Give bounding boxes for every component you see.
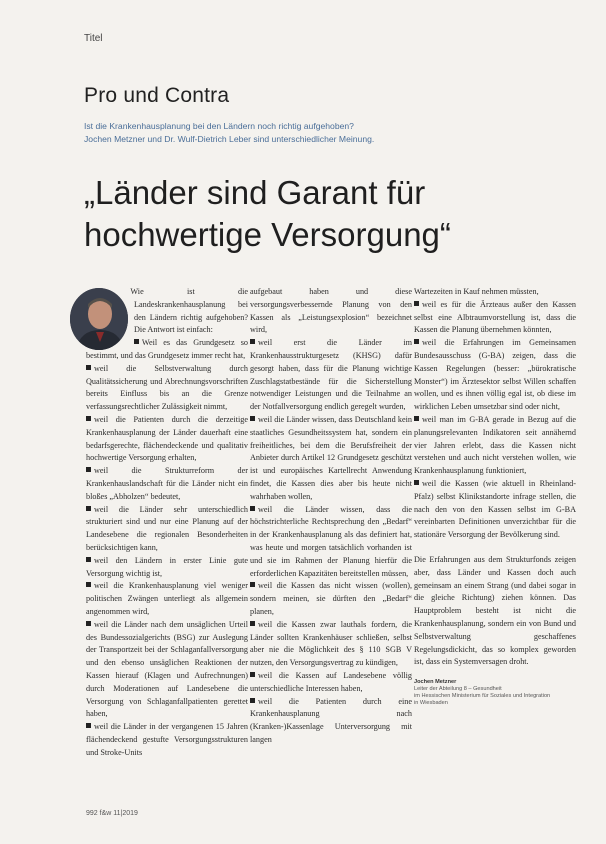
author-name: Jochen Metzner <box>414 679 457 686</box>
bullet-item <box>414 478 576 542</box>
bullet-item <box>86 580 248 618</box>
bullet-item <box>86 363 248 414</box>
bullet-list <box>86 337 248 759</box>
bullet-item <box>414 337 576 414</box>
text-column-3 <box>414 286 576 707</box>
bullet-square-icon <box>86 365 91 370</box>
lead-line: Ist die Krankenhausplanung bei den Ländern noch richtig aufgehoben? <box>84 121 354 131</box>
bullet-text: Weil es das Grundgesetz so bestimmt, und das Grundgesetz immer recht hat, <box>86 338 248 360</box>
bullet-item <box>86 414 248 465</box>
bullet-square-icon <box>414 301 419 306</box>
headline <box>84 172 584 256</box>
bullet-text: weil die Kassen auf Landesebene völlig unterschiedliche Interessen haben, <box>250 670 412 693</box>
author-role: in Wiesbaden <box>414 700 448 707</box>
bullet-square-icon <box>250 582 255 587</box>
bullet-text: weil die Länder wissen, dass die höchstrichterliche Rechtsprechung den „Bedarf“ in der Krankenhausplanung als das definiert hat, was heute und morgen tatsächlich vorhanden ist und sie im Rahmen der Planung hierfür die erforderlichen Kapazitäten bereitstellen müssen, <box>250 504 412 578</box>
bullet-text: weil die Kassen zwar lauthals fordern, die Länder sollten Krankenhäuser schließen, selbst aber nie die Möglichkeit des § 110 SGB V nutzen, den Versorgungsvertrag zu kündigen, <box>250 619 412 668</box>
bullet-item <box>86 555 248 581</box>
bullet-square-icon <box>86 416 91 421</box>
bullet-list <box>414 299 576 542</box>
lead-text <box>84 120 524 146</box>
bullet-text: weil die Länder sehr unterschiedlich strukturiert sind und nur eine Planung auf der Landesebene die regionalen Besonderheiten berücksichtigen kann, <box>86 504 248 552</box>
bullet-square-icon <box>414 480 419 485</box>
text-column-1 <box>86 286 248 759</box>
bullet-square-icon <box>250 621 255 626</box>
rubric-title: Pro und Contra <box>84 84 230 107</box>
bullet-square-icon <box>250 416 255 421</box>
bullet-text: weil die Patienten durch die derzeitige Krankenhausplanung der Länder dauerhaft eine bedarfsgerechte, flächendeckende und qualitativ hochwertige Versorgung erhalten, <box>86 414 248 463</box>
bullet-item <box>86 504 248 555</box>
headline-line: „Länder sind Garant für <box>84 174 426 211</box>
bullet-text: weil man im G-BA gerade in Bezug auf die planungsrelevanten Indikatoren seit annähernd vier Jahren erlebt, dass die Kassen nicht verstehen und auch nicht verstehen wollen, wie Krankenhausplanung funktioniert, <box>414 414 576 476</box>
bullet-list <box>250 337 412 747</box>
headline-line: hochwertige Versorgung“ <box>84 216 451 253</box>
bullet-square-icon <box>414 339 419 344</box>
paragraph: Wartezeiten in Kauf nehmen müssten, <box>414 287 539 296</box>
bullet-item <box>250 670 412 696</box>
bullet-square-icon <box>86 582 91 587</box>
bullet-square-icon <box>86 467 91 472</box>
bullet-text: weil die Selbstverwaltung durch Qualitätssicherung und Abrechnungsvorschriften bereits Einfluss bis an die Grenze verfassungsrechtlicher Zulässigkeit nimmt, <box>86 363 248 412</box>
bullet-item <box>86 619 248 721</box>
bullet-item <box>250 619 412 670</box>
bullet-square-icon <box>250 506 255 511</box>
bullet-text: weil die Länder in der vergangenen 15 Jahren flächendeckend gestufte Versorgungsstrukturen und Stroke-Units <box>86 722 248 757</box>
bullet-item <box>86 465 248 503</box>
bullet-text: weil es für die Ärzteaus außer den Kassen selbst eine Albtraumvorstellung ist, dass die Kassen die Planung übernehmen könnten, <box>414 299 576 335</box>
bullet-item <box>414 299 576 337</box>
section-label: Titel <box>84 33 103 44</box>
portrait-image <box>70 288 128 350</box>
bullet-text: weil den Ländern in erster Linie gute Versorgung wichtig ist, <box>86 555 248 578</box>
text-column-2 <box>250 286 412 747</box>
bullet-item <box>250 696 412 747</box>
bullet-square-icon <box>414 416 419 421</box>
bullet-text: weil die Krankenhausplanung viel weniger politischen Zwängen unterliegt als allgemein angenommen wird, <box>86 581 248 616</box>
bullet-item <box>250 580 412 618</box>
bullet-item <box>250 504 412 581</box>
bullet-square-icon <box>86 621 91 626</box>
bullet-square-icon <box>86 723 91 728</box>
lead-line: Jochen Metzner und Dr. Wulf-Dietrich Leber sind unterschiedlicher Meinung. <box>84 134 375 144</box>
bullet-square-icon <box>250 698 255 703</box>
author-role: im Hessischen Ministerium für Soziales und Integration <box>414 693 551 700</box>
bullet-text: weil die Länder nach dem unsäglichen Urteil des Bundessozialgerichts (BSG) zur Auslegung der Transportzeit bei der Schlaganfallversorgung und den ebenso unsäglichen Reaktionen der Kassen hierauf (Klagen und Aufrechnungen) durch Moderationen auf Landesebene die Versorgung von Schlaganfallpatienten gerettet haben, <box>86 619 248 719</box>
bullet-item <box>250 337 412 414</box>
paragraph: Wie ist die Landeskrankenhausplanung bei den Ländern richtig aufgehoben? Die Antwort ist einfach: <box>130 287 248 335</box>
bullet-text: weil die Erfahrungen im Gemeinsamen Bundesausschuss (G-BA) zeigen, dass die Kassen Regelungen (besser: „bürokratische Monster“) im Ärztesektor selbst Willen schaffen wollen, und es ihnen völlig egal ist, ob diese im wirklichen Leben umsetzbar sind oder nicht, <box>414 338 576 412</box>
page-footer: 992 f&w 11|2019 <box>86 810 138 817</box>
paragraph: aufgebaut haben und diese versorgungsverbessernde Planung von den Kassen als „Leistungsexplosion“ bezeichnet wird, <box>250 287 412 335</box>
bullet-square-icon <box>86 506 91 511</box>
bullet-text: weil die Länder wissen, dass Deutschland kein staatliches Gesundheitssystem hat, sondern ein freiheitliches, bei dem die Berufsfreiheit der Anbieter durch Artikel 12 Grundgesetz geschützt ist und europäisches Kartellrecht Anwendung findet, die Kassen dies aber bis heute nicht wahrhaben wollen, <box>250 414 412 501</box>
bullet-text: weil die Kassen (wie aktuell in Rheinland-Pfalz) selbst Klinikstandorte infrage stellen, die nach den von den Kassen selbst im G-BA vereinbarten Definitionen unverzichtbar für die stationäre Versorgung der Bevölkerung sind. <box>414 478 576 540</box>
bullet-square-icon <box>250 672 255 677</box>
bullet-text: weil erst die Länder im Krankenhausstrukturgesetz (KHSG) dafür gesorgt haben, dass für die Planung wichtige Zuschlagstatbestände für die Sicherstellung notwendiger Leistungen und die Teilnahme an der Notfallversorgung endlich geregelt wurden, <box>250 338 412 412</box>
bullet-text: weil die Patienten durch eine Krankenhausplanung nach (Kranken-)Kassenlage Unterversorgung mit langen <box>250 696 412 744</box>
bullet-item <box>250 414 412 504</box>
bullet-item <box>86 721 248 759</box>
author-info <box>414 679 576 707</box>
bullet-square-icon <box>250 339 255 344</box>
bullet-item <box>414 414 576 478</box>
bullet-square-icon <box>86 557 91 562</box>
author-role: Leiter der Abteilung 8 – Gesundheit <box>414 686 502 693</box>
author-portrait <box>70 288 128 350</box>
closing-paragraph: Die Erfahrungen aus dem Strukturfonds zeigen aber, dass Länder und Kassen doch auch gemeinsam an einem Strang (und dabei sogar in die gleiche Richtung) ziehen können. Das Hauptproblem besteht ist nicht die Krankenhausplanung, sondern ein von Bund und Selbstverwaltung geschaffenes Regelungsdickicht, das so komplex geworden ist, dass ein Systemversagen droht. <box>414 554 576 667</box>
bullet-text: weil die Kassen das nicht wissen (wollen), sondern meinen, sie dürften den „Bedarf“ planen, <box>250 581 412 616</box>
bullet-square-icon <box>134 339 139 344</box>
bullet-text: weil die Strukturreform der Krankenhauslandschaft für die Länder nicht ein bloßes „Abholzen“ bedeutet, <box>86 466 248 501</box>
